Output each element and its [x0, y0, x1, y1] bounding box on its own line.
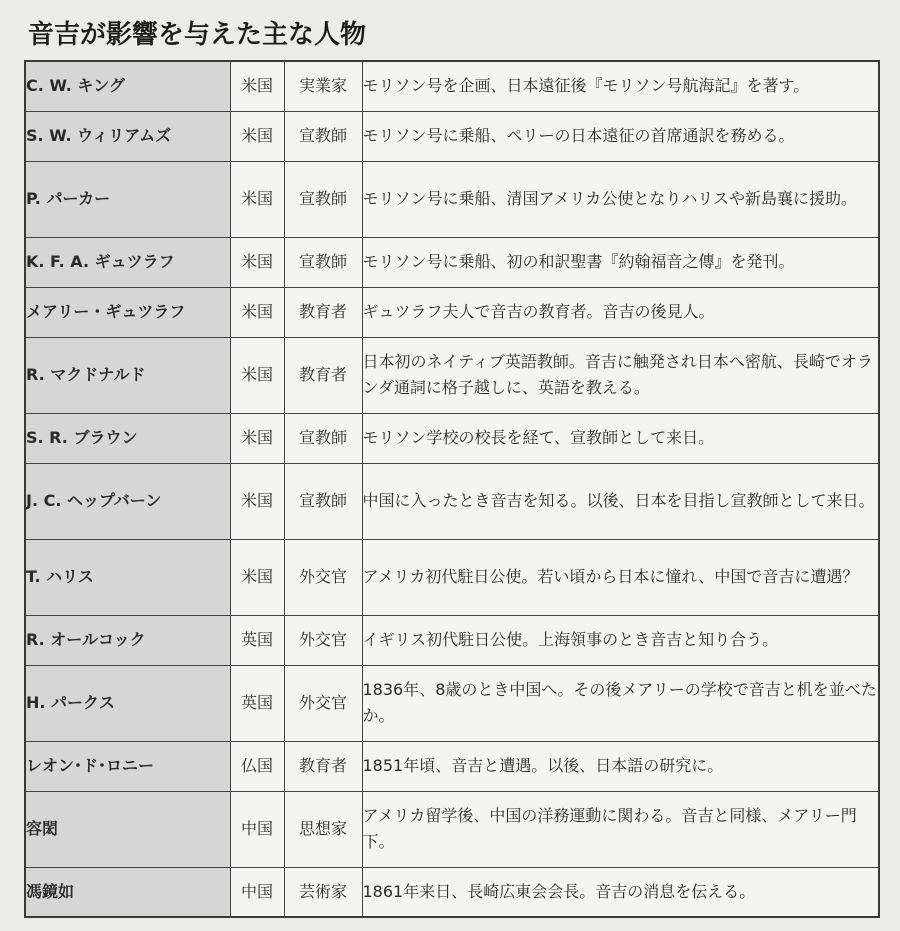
role-cell: 実業家: [284, 61, 362, 111]
table-row: [25, 539, 879, 615]
table-row: [25, 867, 879, 917]
table-row: [25, 615, 879, 665]
role-cell: 宣教師: [284, 111, 362, 161]
description-cell: 1861年来日、長崎広東会会長。音吉の消息を伝える。: [362, 867, 879, 917]
description-cell: モリソン号を企画、日本遠征後『モリソン号航海記』を著す。: [362, 61, 879, 111]
table-row: [25, 61, 879, 111]
person-name: P. パーカー: [25, 161, 230, 237]
role-cell: 思想家: [284, 791, 362, 867]
role-cell: 教育者: [284, 287, 362, 337]
role-cell: 宣教師: [284, 463, 362, 539]
description-cell: アメリカ初代駐日公使。若い頃から日本に憧れ、中国で音吉に遭遇？: [362, 539, 879, 615]
people-table: [24, 60, 880, 918]
role-cell: 宣教師: [284, 413, 362, 463]
table-row: [25, 741, 879, 791]
role-cell: 外交官: [284, 615, 362, 665]
role-cell: 芸術家: [284, 867, 362, 917]
country-cell: 米国: [230, 111, 284, 161]
country-cell: 中国: [230, 791, 284, 867]
person-name: R. オールコック: [25, 615, 230, 665]
description-cell: 中国に入ったとき音吉を知る。以後、日本を目指し宣教師として来日。: [362, 463, 879, 539]
table-row: [25, 237, 879, 287]
country-cell: 米国: [230, 413, 284, 463]
role-cell: 外交官: [284, 539, 362, 615]
description-cell: 1851年頃、音吉と遭遇。以後、日本語の研究に。: [362, 741, 879, 791]
table-row: [25, 287, 879, 337]
description-cell: モリソン号に乗船、初の和訳聖書『約翰福音之傳』を発刊。: [362, 237, 879, 287]
country-cell: 仏国: [230, 741, 284, 791]
country-cell: 英国: [230, 615, 284, 665]
country-cell: 米国: [230, 61, 284, 111]
role-cell: 宣教師: [284, 161, 362, 237]
description-cell: アメリカ留学後、中国の洋務運動に関わる。音吉と同様、メアリー門下。: [362, 791, 879, 867]
table-row: [25, 665, 879, 741]
role-cell: 宣教師: [284, 237, 362, 287]
person-name: レオン･ド･ロニー: [25, 741, 230, 791]
role-cell: 教育者: [284, 741, 362, 791]
page-title: 音吉が影響を与えた主な人物: [28, 20, 367, 50]
country-cell: 米国: [230, 539, 284, 615]
table-row: [25, 413, 879, 463]
description-cell: ギュツラフ夫人で音吉の教育者。音吉の後見人。: [362, 287, 879, 337]
country-cell: 米国: [230, 337, 284, 413]
person-name: 容閎: [25, 791, 230, 867]
person-name: 馮鏡如: [25, 867, 230, 917]
description-cell: モリソン号に乗船、清国アメリカ公使となりハリスや新島襄に援助。: [362, 161, 879, 237]
country-cell: 米国: [230, 287, 284, 337]
table-row: [25, 337, 879, 413]
country-cell: 中国: [230, 867, 284, 917]
description-cell: モリソン号に乗船、ペリーの日本遠征の首席通訳を務める。: [362, 111, 879, 161]
person-name: J. C. ヘップバーン: [25, 463, 230, 539]
description-cell: モリソン学校の校長を経て、宣教師として来日。: [362, 413, 879, 463]
role-cell: 教育者: [284, 337, 362, 413]
person-name: C. W. キング: [25, 61, 230, 111]
person-name: メアリー・ギュツラフ: [25, 287, 230, 337]
table-row: [25, 463, 879, 539]
country-cell: 米国: [230, 237, 284, 287]
person-name: R. マクドナルド: [25, 337, 230, 413]
country-cell: 米国: [230, 463, 284, 539]
description-cell: イギリス初代駐日公使。上海領事のとき音吉と知り合う。: [362, 615, 879, 665]
person-name: S. R. ブラウン: [25, 413, 230, 463]
table-row: [25, 791, 879, 867]
person-name: T. ハリス: [25, 539, 230, 615]
table-row: [25, 161, 879, 237]
country-cell: 米国: [230, 161, 284, 237]
person-name: H. パークス: [25, 665, 230, 741]
table-row: [25, 111, 879, 161]
description-cell: 日本初のネイティブ英語教師。音吉に触発され日本へ密航、長崎でオランダ通詞に格子越しに、英語を教える。: [362, 337, 879, 413]
person-name: S. W. ウィリアムズ: [25, 111, 230, 161]
country-cell: 英国: [230, 665, 284, 741]
description-cell: 1836年、8歳のとき中国へ。その後メアリーの学校で音吉と机を並べたか。: [362, 665, 879, 741]
role-cell: 外交官: [284, 665, 362, 741]
person-name: K. F. A. ギュツラフ: [25, 237, 230, 287]
